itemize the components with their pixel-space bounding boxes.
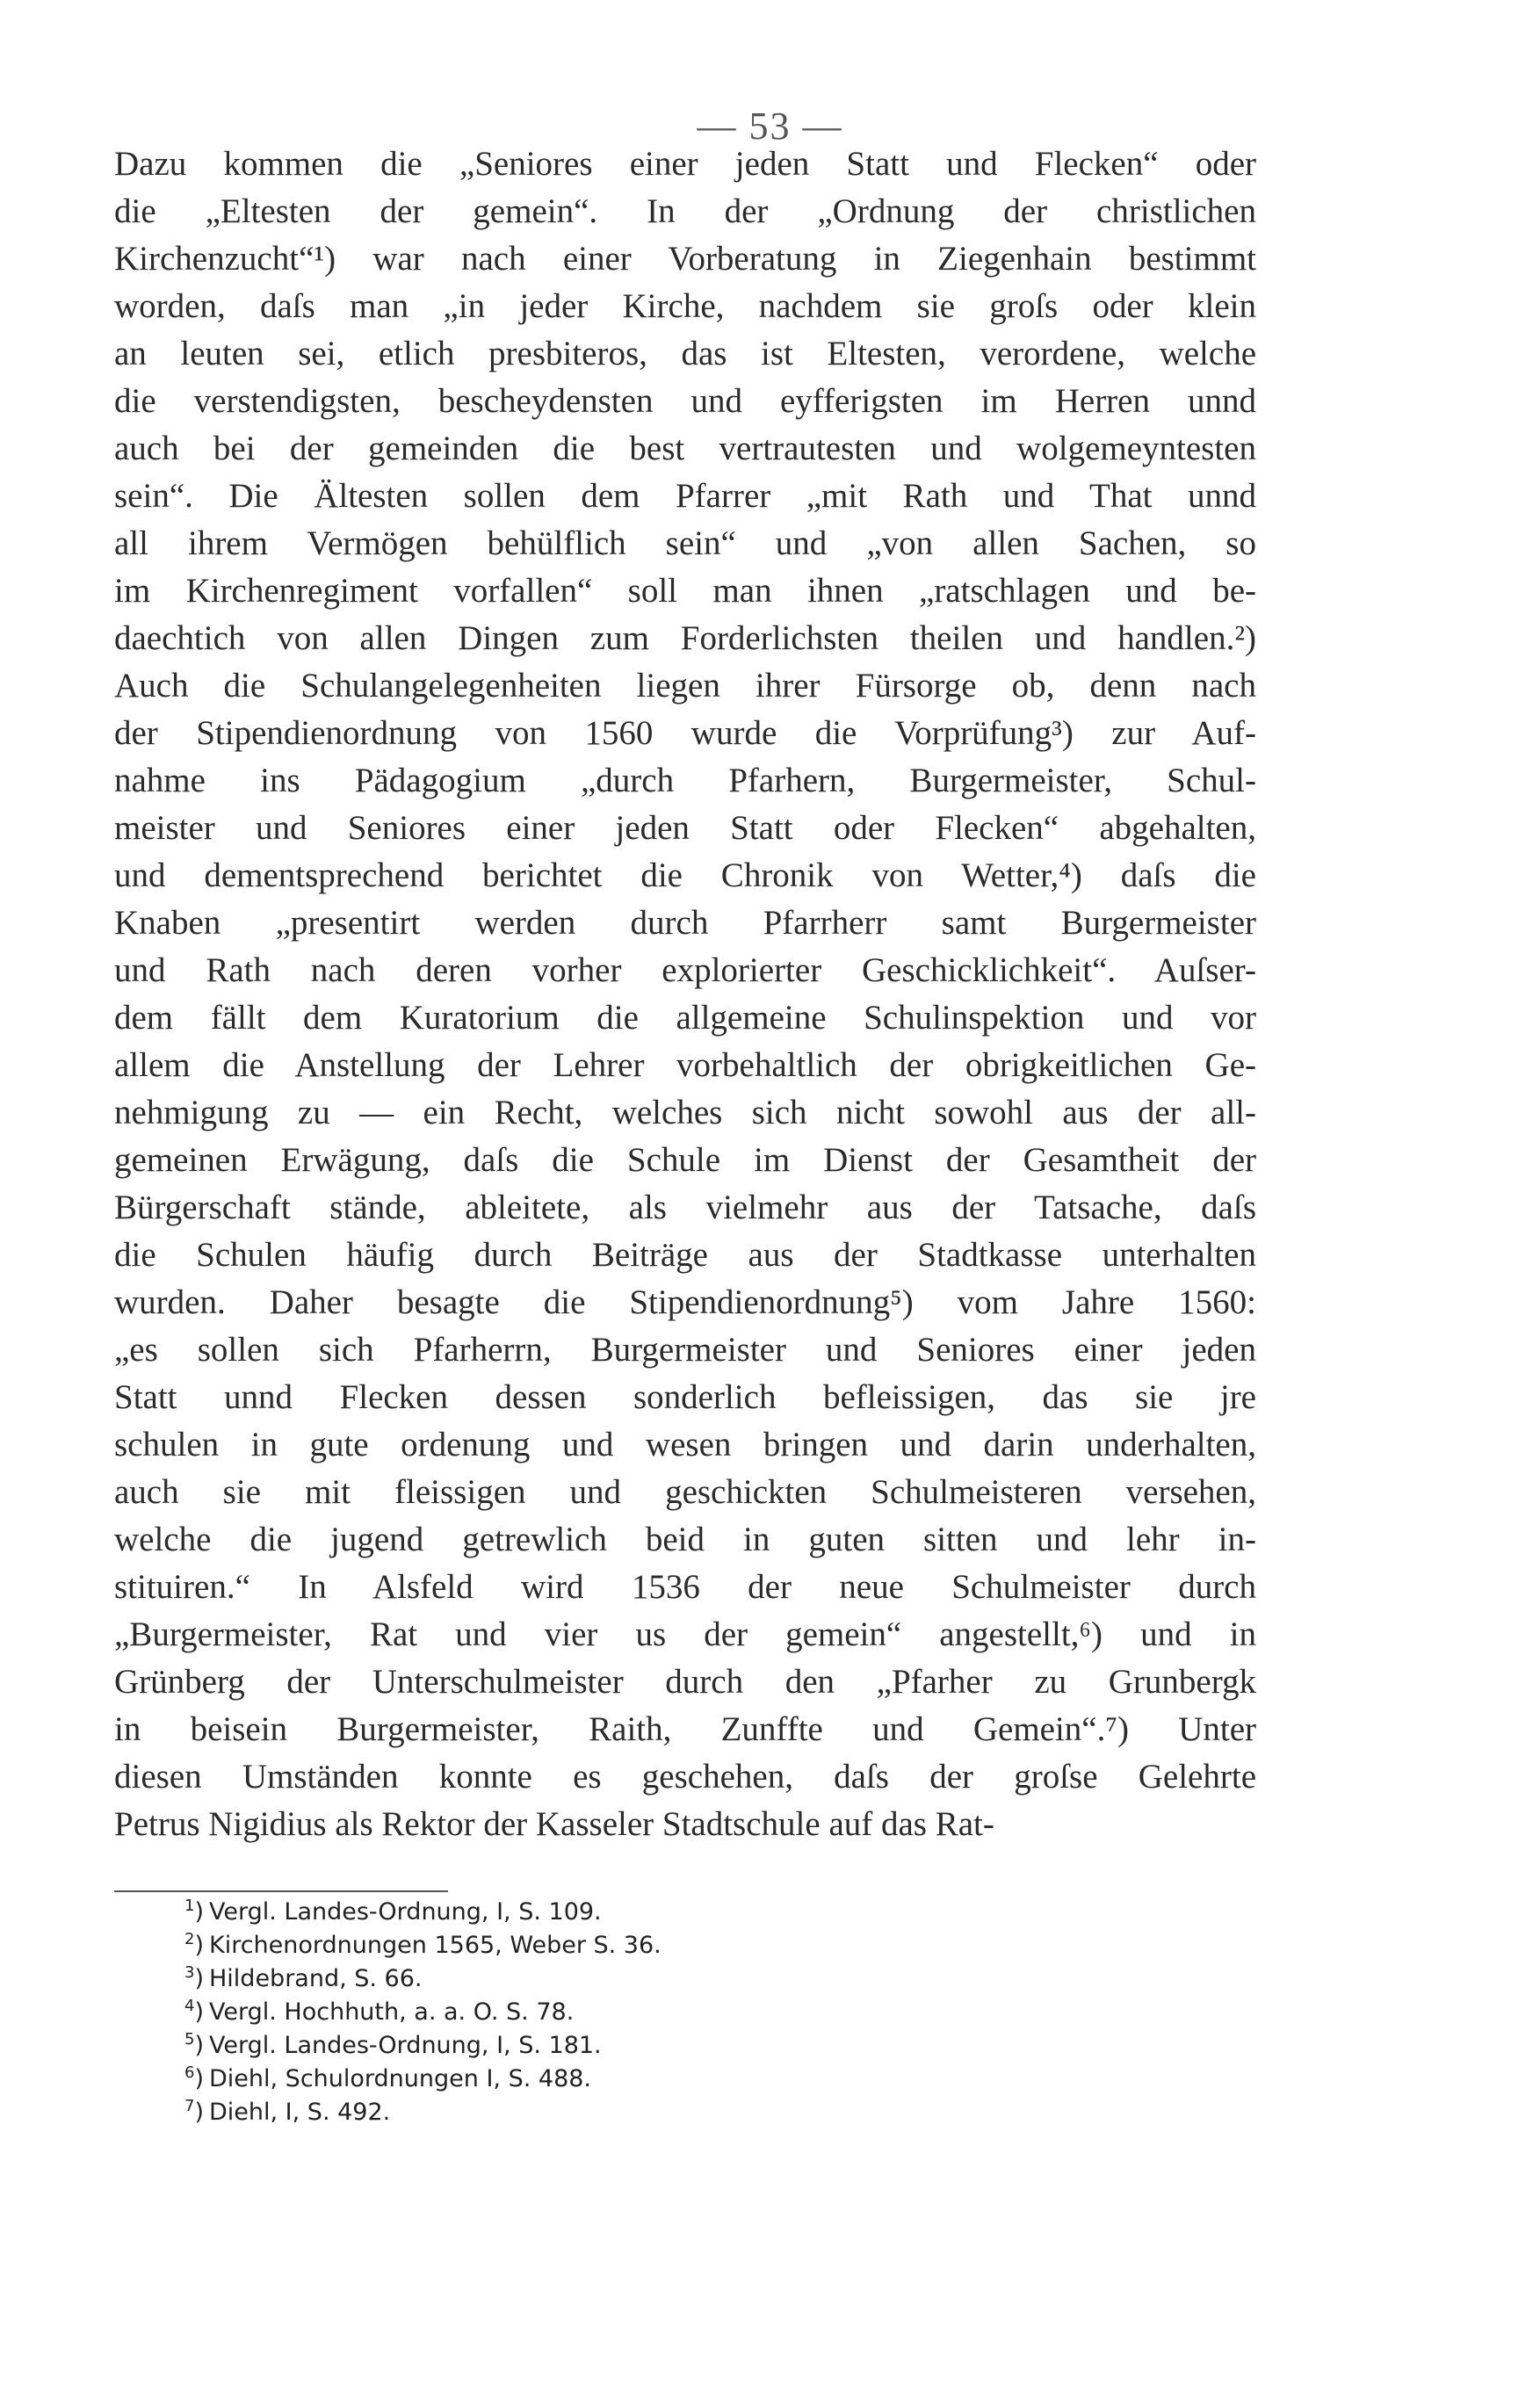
footnote-text: Diehl, I, S. 492. — [209, 2099, 391, 2126]
text-line: Dazu kommen die „Seniores einer jeden Statt und Flecken“ oder — [114, 145, 1256, 183]
text-line: welche die jugend getrewlich beid in guten sitten und lehr in- — [114, 1521, 1256, 1558]
footnote: $^5$) Vergl. Landes-Ordnung, I, S. 181. — [184, 2030, 602, 2059]
footnote-mark: 7 — [184, 2097, 195, 2115]
text-line: all ihrem Vermögen behülflich sein“ und „von allen Sachen, so — [114, 524, 1256, 562]
text-line: gemeinen Erwägung, daſs die Schule im Dienst der Gesamtheit der — [114, 1141, 1256, 1179]
footnote-text: Vergl. Landes-Ordnung, I, S. 109. — [209, 1898, 602, 1926]
footnote-text: Vergl. Landes-Ordnung, I, S. 181. — [209, 2032, 602, 2059]
text-line: „es sollen sich Pfarherrn, Burgermeister und Seniores einer jeden — [114, 1331, 1256, 1369]
text-line: „Burgermeister, Rat und vier us der gemein“ angestellt,⁶) und in — [114, 1615, 1256, 1653]
text-line: Kirchenzucht“¹) war nach einer Vorberatung in Ziegenhain bestimmt — [114, 240, 1256, 278]
footnote: $^6$) Diehl, Schulordnungen I, S. 488. — [184, 2063, 592, 2092]
text-line: Grünberg der Unterschulmeister durch den „Pfarher zu Grunbergk — [114, 1663, 1256, 1701]
text-line: diesen Umständen konnte es geschehen, daſs der groſse Gelehrte — [114, 1758, 1256, 1796]
text-line: auch bei der gemeinden die best vertrautesten und wolgemeyntesten — [114, 430, 1256, 467]
text-line: Petrus Nigidius als Rektor der Kasseler Stadtschule auf das Rat- — [114, 1805, 994, 1843]
text-line: Knaben „presentirt werden durch Pfarrherr samt Burgermeister — [114, 904, 1256, 942]
text-line: in beisein Burgermeister, Raith, Zunffte und Gemein“.⁷) Unter — [114, 1710, 1256, 1748]
text-line: und Rath nach deren vorher explorierter Geschicklichkeit“. Auſser- — [114, 951, 1256, 989]
footnote-mark: 6 — [184, 2063, 195, 2082]
footnote-text: Kirchenordnungen 1565, Weber S. 36. — [209, 1932, 662, 1959]
text-line: auch sie mit fleissigen und geschickten Schulmeisteren versehen, — [114, 1473, 1256, 1511]
text-line: sein“. Die Ältesten sollen dem Pfarrer „mit Rath und That unnd — [114, 477, 1256, 515]
footnote-text: Hildebrand, S. 66. — [209, 1965, 423, 1992]
footnote-text: Vergl. Hochhuth, a. a. O. S. 78. — [209, 1998, 575, 2026]
text-line: und dementsprechend berichtet die Chronik von Wetter,⁴) daſs die — [114, 856, 1256, 894]
text-line: nehmigung zu — ein Recht, welches sich nicht sowohl aus der all- — [114, 1094, 1256, 1131]
text-line: worden, daſs man „in jeder Kirche, nachdem sie groſs oder klein — [114, 287, 1256, 325]
text-line: die Schulen häufig durch Beiträge aus der Stadtkasse unterhalten — [114, 1236, 1256, 1274]
body-text — [114, 141, 1256, 1848]
footnotes — [184, 1896, 975, 2129]
footnote-rule — [114, 1890, 448, 1892]
text-line: schulen in gute ordenung und wesen bringen und darin underhalten, — [114, 1426, 1256, 1463]
footnote-mark: 2 — [184, 1930, 195, 1948]
footnote-mark: 4 — [184, 1997, 195, 2015]
text-line: Statt unnd Flecken dessen sonderlich befleissigen, das sie jre — [114, 1378, 1256, 1416]
text-line: Auch die Schulangelegenheiten liegen ihrer Fürsorge ob, denn nach — [114, 667, 1256, 705]
text-line: der Stipendienordnung von 1560 wurde die Vorprüfung³) zur Auf- — [114, 714, 1256, 752]
text-line: wurden. Daher besagte die Stipendienordnung⁵) vom Jahre 1560: — [114, 1283, 1256, 1321]
text-line: an leuten sei, etlich presbiteros, das ist Eltesten, verordene, welche — [114, 335, 1256, 372]
text-line: meister und Seniores einer jeden Statt oder Flecken“ abgehalten, — [114, 809, 1256, 847]
text-line: nahme ins Pädagogium „durch Pfarhern, Burgermeister, Schul- — [114, 762, 1256, 799]
footnote: $^4$) Vergl. Hochhuth, a. a. O. S. 78. — [184, 1997, 575, 2026]
text-line: die verstendigsten, bescheydensten und eyfferigsten im Herren unnd — [114, 382, 1256, 420]
text-line: dem fällt dem Kuratorium die allgemeine Schulinspektion und vor — [114, 999, 1256, 1037]
footnote-mark: 5 — [184, 2030, 195, 2049]
text-line: die „Eltesten der gemein“. In der „Ordnung der christlichen — [114, 192, 1256, 230]
text-line: im Kirchenregiment vorfallen“ soll man ihnen „ratschlagen und be- — [114, 572, 1256, 610]
footnote-text: Diehl, Schulordnungen I, S. 488. — [209, 2065, 592, 2092]
footnote-mark: 3 — [184, 1963, 195, 1982]
text-line: Bürgerschaft stände, ableitete, als vielmehr aus der Tatsache, daſs — [114, 1189, 1256, 1226]
footnote: $^7$) Diehl, I, S. 492. — [184, 2097, 391, 2126]
text-line: daechtich von allen Dingen zum Forderlichsten theilen und handlen.²) — [114, 619, 1256, 657]
footnote: $^2$) Kirchenordnungen 1565, Weber S. 36. — [184, 1930, 662, 1959]
text-line: stituiren.“ In Alsfeld wird 1536 der neue Schulmeister durch — [114, 1568, 1256, 1606]
page-number: — 53 — — [697, 105, 843, 148]
footnote: $^1$) Vergl. Landes-Ordnung, I, S. 109. — [184, 1897, 602, 1926]
text-line: allem die Anstellung der Lehrer vorbehaltlich der obrigkeitlichen Ge- — [114, 1046, 1256, 1084]
footnote-mark: 1 — [184, 1897, 195, 1915]
footnote: $^3$) Hildebrand, S. 66. — [184, 1963, 423, 1992]
